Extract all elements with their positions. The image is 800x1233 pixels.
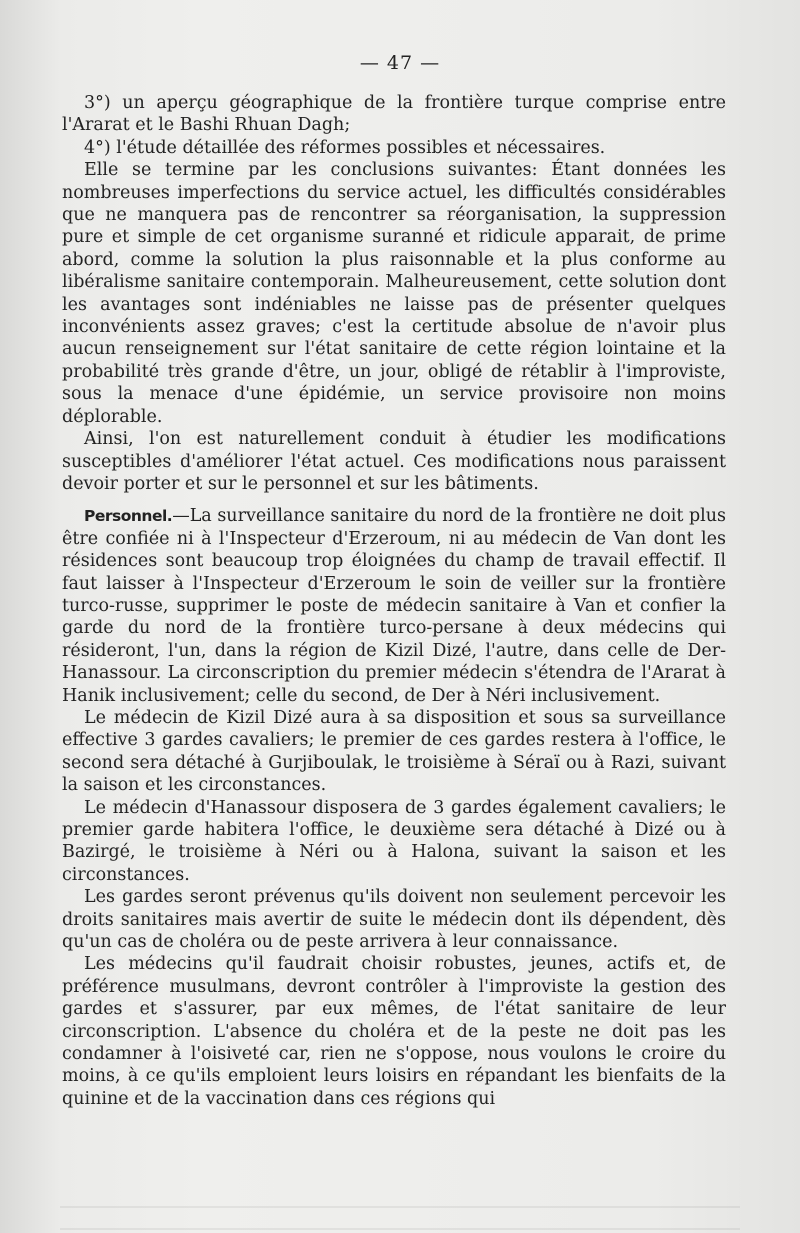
bleed-through-texture xyxy=(60,1190,740,1230)
paragraph-item-3: 3°) un aperçu géographique de la frontière turque comprise entre l'Ararat et le Bashi Rhuan Dagh; xyxy=(62,93,726,136)
paragraph-medecins: Les médecins qu'il faudrait choisir robustes, jeunes, actifs et, de préférence musulmans, devront contrôler à l'improviste la gestion des gardes et s'assurer, par eux mêmes, de l'état sanitaire de leur circonscription. L'absence du choléra et de la peste ne doit pas les condamner à l'oisiveté car, rien ne s'oppose, nous voulons le croire du moins, à ce qu'ils emploient leurs loisirs en répandant les bienfaits de la quinine et de la vaccination dans ces régions qui xyxy=(62,954,726,1109)
paragraph-personnel xyxy=(62,505,726,707)
paragraph-conclusions: Elle se termine par les conclusions suivantes: Étant données les nombreuses imperfections du service actuel, les difficultés considérables que ne manquera pas de rencontrer sa réorganisation, la suppression pure et simple de cet organisme suranné et ridicule apparait, de prime abord, comme la solution la plus raisonnable et la plus conforme au libéralisme sanitaire contemporain. Malheureusement, cette solution dont les avantages sont indéniables ne laisse pas de présenter quelques inconvénients assez graves; c'est la certitude absolue de n'avoir plus aucun renseignement sur l'état sanitaire de cette région lointaine et la probabilité très grande d'être, un jour, obligé de rétablir à l'improviste, sous la menace d'une épidémie, un service provisoire non moins déplorable. xyxy=(62,160,726,427)
paragraph-gardes: Les gardes seront prévenus qu'ils doivent non seulement percevoir les droits sanitaires mais avertir de suite le médecin dont ils dépendent, dès qu'un cas de choléra ou de peste arrivera à leur connaissance. xyxy=(62,887,726,953)
page-number: — 47 — xyxy=(359,52,441,74)
paragraph-hanassour: Le médecin d'Hanassour disposera de 3 gardes également cavaliers; le premier garde habitera l'office, le deuxième sera détaché à Dizé ou à Bazirgé, le troisième à Néri ou à Halona, suivant la saison et les circonstances. xyxy=(62,797,726,885)
paragraph-item-4: 4°) l'étude détaillée des réformes possibles et nécessaires. xyxy=(84,137,606,158)
section-heading-personnel: Personnel. xyxy=(84,507,173,526)
personnel-text: —La surveillance sanitaire du nord de la frontière ne doit plus être confiée ni à l'Inspecteur d'Erzeroum, ni au médecin de Van dont les résidences sont beaucoup trop éloignées du champ de travail effectif. Il faut laisser à l'Inspecteur d'Erzeroum le soin de veiller sur la frontière turco-russe, supprimer le poste de médecin sanitaire à Van et confier la garde du nord de la frontière turco-persane à deux médecins qui résideront, l'un, dans la région de Kizil Dizé, l'autre, dans celle de Der-Hanassour. La circonscription du premier médecin s'étendra de l'Ararat à Hanik inclusivement; celle du second, de Der à Néri inclusivement. xyxy=(62,506,726,706)
paragraph-kizil-dize: Le médecin de Kizil Dizé aura à sa disposition et sous sa surveillance effective 3 gardes cavaliers; le premier de ces gardes restera à l'office, le second sera détaché à Gurjiboulak, le troisième à Séraï ou à Razi, suivant la saison et les circonstances. xyxy=(62,707,726,796)
body-text xyxy=(62,92,726,1110)
paragraph-modifications: Ainsi, l'on est naturellement conduit à étudier les modifications susceptibles d'améliorer l'état actuel. Ces modifications nous paraissent devoir porter et sur le personnel et sur les bâtiments. xyxy=(62,429,726,494)
